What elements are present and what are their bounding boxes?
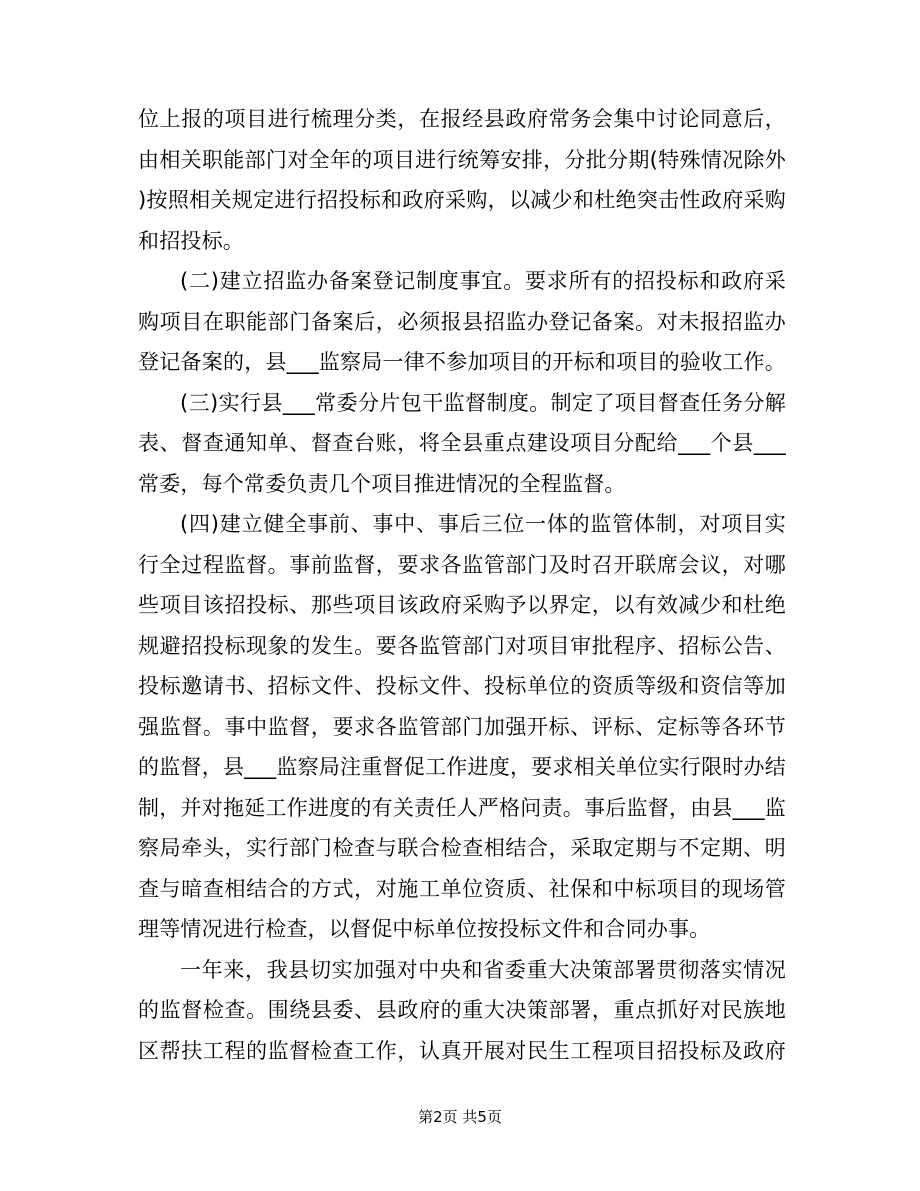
paragraph-start: (二)建立招监办备案登记制度事宜。要求所有的招投标和政府采 bbox=[180, 269, 786, 293]
text-line: 由相关职能部门对全年的项目进行统筹安排，分批分期(特殊情况除外 bbox=[138, 147, 786, 172]
text-line: 位上报的项目进行梳理分类，在报经县政府常务会集中讨论同意后， bbox=[138, 107, 786, 131]
paragraph-start: 一年来，我县切实加强对中央和省委重大决策部署贯彻落实情况 bbox=[180, 957, 786, 982]
page-number-footer: 第2页 共5页 bbox=[418, 1108, 502, 1126]
text-line: 常委，每个常委负责几个项目推进情况的全程监督。 bbox=[138, 471, 626, 496]
paragraph-start: (三)实行县___常委分片包干监督制度。制定了项目督查任务分解 bbox=[180, 390, 786, 415]
text-line: 的监督检查。围绕县委、县政府的重大决策部署，重点抓好对民族地 bbox=[138, 998, 786, 1022]
text-line: 察局牵头，实行部门检查与联合检查相结合，采取定期与不定期、明 bbox=[138, 836, 786, 860]
document-body bbox=[138, 99, 786, 1071]
text-line: 制，并对拖延工作进度的有关责任人严格问责。事后监督，由县___监 bbox=[138, 795, 786, 820]
text-line: 强监督。事中监督，要求各监管部门加强开标、评标、定标等各环节 bbox=[138, 714, 786, 739]
text-line: 的监督，县___监察局注重督促工作进度，要求相关单位实行限时办结 bbox=[138, 755, 786, 779]
text-line: 区帮扶工程的监督检查工作，认真开展对民生工程项目招投标及政府 bbox=[138, 1038, 786, 1063]
text-line: 规避招投标现象的发生。要各监管部门对项目审批程序、招标公告、 bbox=[138, 633, 786, 658]
text-line: )按照相关规定进行招投标和政府采购，以减少和杜绝突击性政府采购 bbox=[138, 188, 786, 212]
text-line: 理等情况进行检查，以督促中标单位按投标文件和合同办事。 bbox=[138, 917, 711, 941]
text-line: 购项目在职能部门备案后，必须报县招监办登记备案。对未报招监办 bbox=[138, 309, 786, 334]
text-line: 查与暗查相结合的方式，对施工单位资质、社保和中标项目的现场管 bbox=[138, 876, 786, 901]
text-line: 行全过程监督。事前监督，要求各监管部门及时召开联席会议，对哪 bbox=[138, 552, 786, 577]
text-line: 些项目该招投标、那些项目该政府采购予以界定，以有效减少和杜绝 bbox=[138, 593, 786, 617]
text-line: 投标邀请书、招标文件、投标文件、投标单位的资质等级和资信等加 bbox=[138, 674, 786, 698]
text-line: 登记备案的，县___监察局一律不参加项目的开标和项目的验收工作。 bbox=[138, 350, 786, 374]
text-line: 和招投标。 bbox=[138, 228, 244, 253]
paragraph-start: (四)建立健全事前、事中、事后三位一体的监管体制，对项目实 bbox=[180, 512, 786, 536]
text-line: 表、督查通知单、督查台账，将全县重点建设项目分配给___个县___ bbox=[138, 431, 786, 455]
